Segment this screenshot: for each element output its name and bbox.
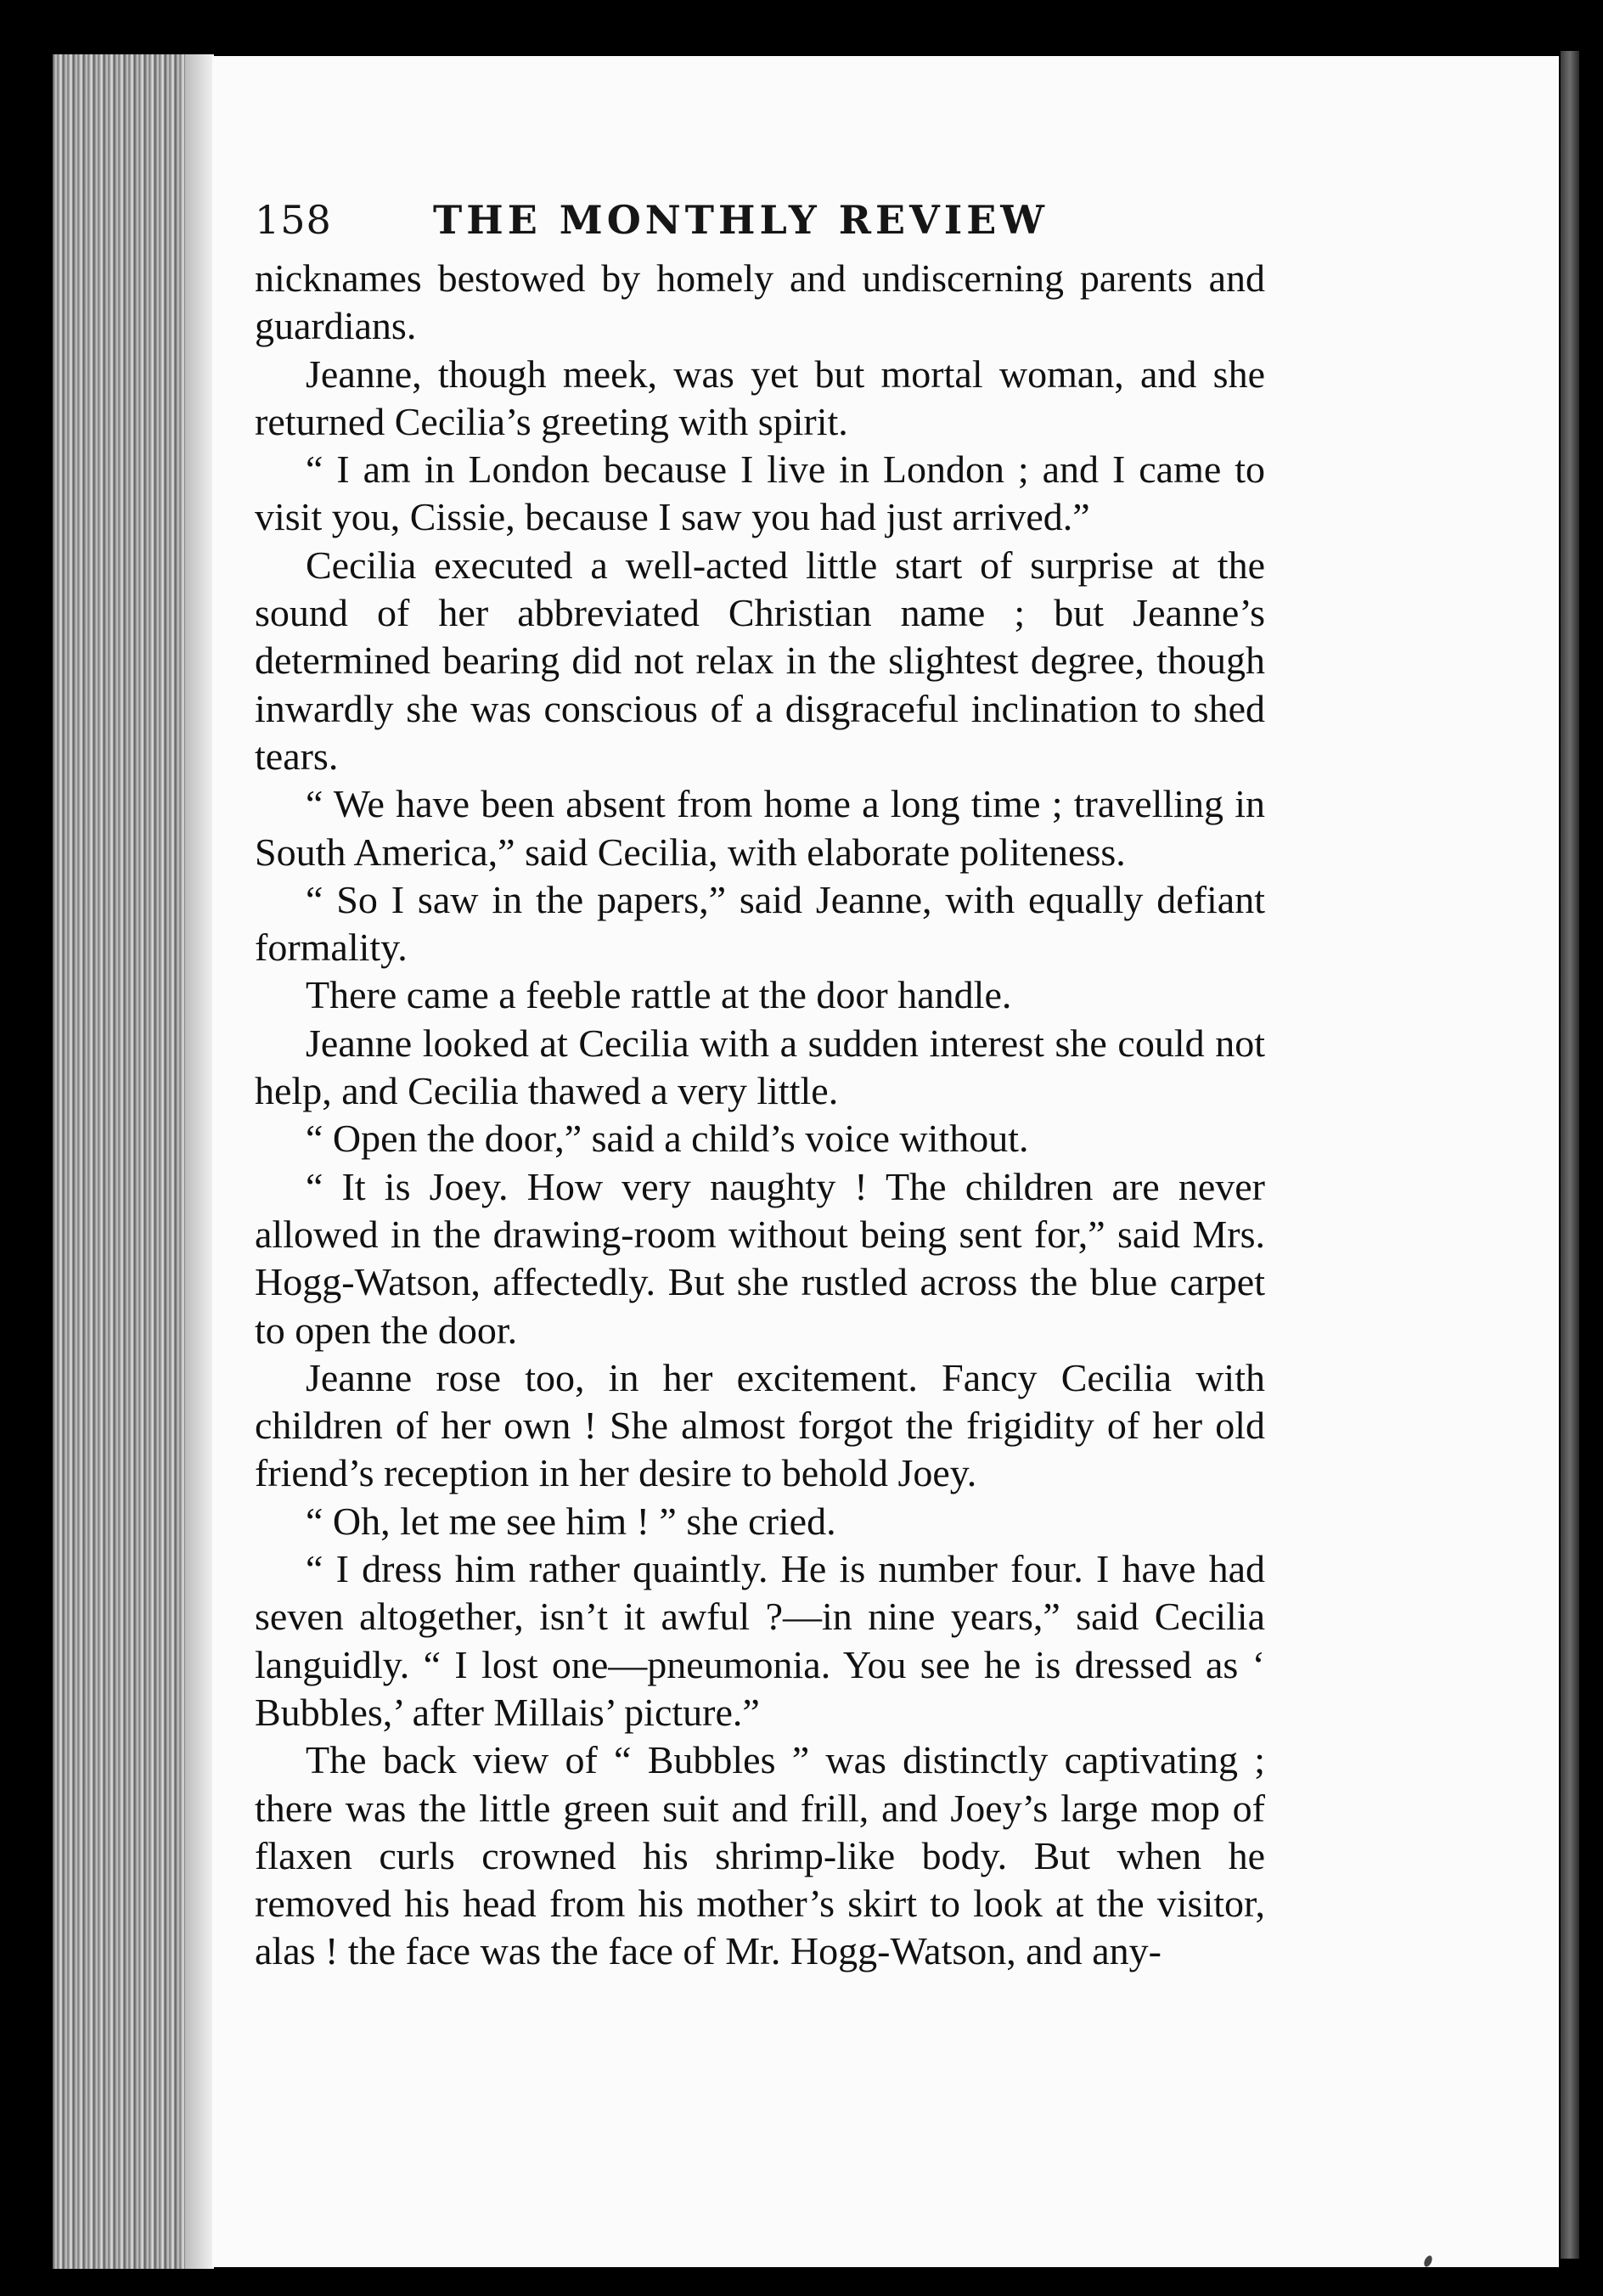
paragraph: “ I am in London because I live in London ; and I came to visit you, Cissie, because I saw you had just arrived.” (255, 447, 1265, 539)
paragraph: Jeanne, though meek, was yet but mortal woman, and she returned Cecilia’s greeting with spirit. (255, 352, 1265, 443)
paragraph: “ I dress him rather quaintly. He is number four. I have had seven altogether, isn’t it awful ?—in nine years,” said Cecilia languidly. “ I lost one—pneumonia. You see he is dressed as ‘ Bubbles,’ after Millais’ picture.” (255, 1547, 1265, 1734)
paragraph: There came a feeble rattle at the door handle. (306, 973, 1012, 1017)
page-header (255, 197, 1308, 256)
book-page-edges (53, 54, 214, 2269)
paragraph: Cecilia executed a well-acted little start of surprise at the sound of her abbreviated Christian name ; but Jeanne’s determined bearing did not relax in the slightest degree, though inwardly she was conscious of a disgraceful inclination to shed tears. (255, 543, 1265, 778)
paragraph: The back view of “ Bubbles ” was distinctly captivating ; there was the little green suit and frill, and Joey’s large mop of flaxen curls crowned his shrimp-like body. But when he removed his head from his mother’s skirt to look at the visitor, alas ! the face was the face of Mr. Hogg-Watson, and any- (255, 1738, 1265, 1973)
running-title: THE MONTHLY REVIEW (433, 197, 1049, 243)
paragraph: nicknames bestowed by homely and undiscerning parents and guardians. (255, 256, 1265, 348)
paragraph: “ It is Joey. How very naughty ! The children are never allowed in the drawing-room without being sent for,” said Mrs. Hogg-Watson, affectedly. But she rustled across the blue carpet to open the door. (255, 1164, 1265, 1352)
next-page-edge (1561, 51, 1579, 2259)
paragraph: Jeanne rose too, in her excitement. Fancy Cecilia with children of her own ! She almost forgot the frigidity of her old friend’s reception in her desire to behold Joey. (255, 1355, 1265, 1495)
page-number: 158 (255, 197, 332, 243)
body-text (255, 255, 1265, 1976)
paragraph: “ Oh, let me see him ! ” she cried. (306, 1499, 836, 1543)
paragraph: “ So I saw in the papers,” said Jeanne, with equally defiant formality. (255, 877, 1265, 970)
paragraph: “ We have been absent from home a long time ; travelling in South America,” said Cecilia, with elaborate politeness. (255, 782, 1265, 874)
paragraph: Jeanne looked at Cecilia with a sudden interest she could not help, and Cecilia thawed a very little. (255, 1021, 1265, 1113)
paragraph: “ Open the door,” said a child’s voice without. (306, 1117, 1029, 1161)
